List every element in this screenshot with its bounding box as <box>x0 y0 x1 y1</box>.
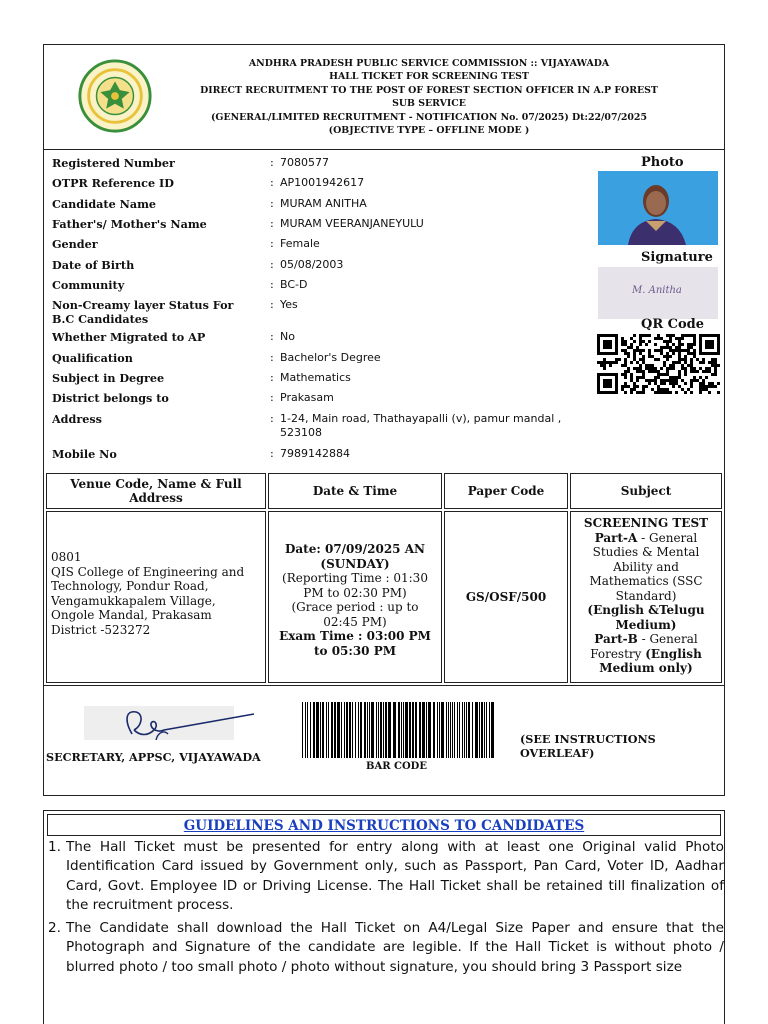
header-line: SUB SERVICE <box>392 98 466 110</box>
guidelines-list <box>48 838 724 981</box>
detail-label: Non-Creamy layer Status For B.C Candidates <box>52 298 234 326</box>
candidate-photo <box>598 171 718 245</box>
subject-header: Subject <box>570 473 722 509</box>
detail-value: No <box>280 330 295 343</box>
header-line: (GENERAL/LIMITED RECRUITMENT - NOTIFICATION No. 07/2025) Dt:22/07/2025 <box>211 111 647 123</box>
part-b <box>577 632 715 676</box>
detail-value: 1-24, Main road, Thathayapalli (v), pamur mandal , 523108 <box>280 412 562 439</box>
detail-label: Date of Birth <box>52 258 135 272</box>
detail-label: Subject in Degree <box>52 371 165 385</box>
header-line: (OBJECTIVE TYPE – OFFLINE MODE ) <box>328 125 530 137</box>
person-photo-icon <box>598 171 718 245</box>
guidelines-title-box <box>47 814 721 836</box>
detail-value: Female <box>280 237 320 250</box>
signature-text: M. Anitha <box>632 285 682 296</box>
detail-value: 05/08/2003 <box>280 258 344 271</box>
part-a-medium: (English &Telugu Medium) <box>587 603 705 632</box>
part-a <box>577 531 715 604</box>
reporting-time: (Reporting Time : 01:30 PM to 02:30 PM) <box>282 571 428 600</box>
candidate-signature <box>598 267 718 319</box>
header-line: DIRECT RECRUITMENT TO THE POST OF FOREST SECTION OFFICER IN A.P FOREST <box>200 84 658 96</box>
subject-title: SCREENING TEST <box>583 516 709 530</box>
detail-label: Mobile No <box>52 447 117 461</box>
signature-label: Signature <box>641 250 713 265</box>
secretary-signature-icon <box>84 700 264 746</box>
detail-label: Registered Number <box>52 156 175 170</box>
detail-label: Candidate Name <box>52 197 157 211</box>
part-b-text: - General Forestry <box>590 632 698 661</box>
item-number: 2. <box>48 920 61 937</box>
detail-value: Yes <box>280 298 298 311</box>
item-text: The Hall Ticket must be presented for entry along with at least one Original valid Photo Identification Card issued by Government only, such as Passport, Pan Card, Voter ID, Aadhar Card, Govt. Employee ID or Driving License. The Hall Ticket shall be retained till finalization of the recruitment process. <box>66 839 724 913</box>
datetime-cell <box>268 511 442 683</box>
detail-label: Address <box>52 412 102 426</box>
photo-label: Photo <box>641 155 684 170</box>
datetime-header: Date & Time <box>268 473 442 509</box>
qr-code-icon <box>597 334 720 394</box>
detail-label: District belongs to <box>52 391 169 405</box>
part-b-label: Part-B <box>594 632 638 646</box>
detail-value: MURAM VEERANJANEYULU <box>280 217 424 230</box>
detail-value: 7080577 <box>280 156 329 169</box>
grace-period: (Grace period : up to 02:45 PM) <box>291 600 419 629</box>
list-item <box>48 919 724 977</box>
detail-label: OTPR Reference ID <box>52 176 174 190</box>
detail-value: 7989142884 <box>280 447 350 460</box>
venue-address: QIS College of Engineering and Technology, Pondur Road, Vengamukkapalem Village, Ongole Mandal, Prakasam District -523272 <box>51 564 245 637</box>
hall-ticket <box>43 44 725 796</box>
exam-time: Exam Time : 03:00 PM to 05:30 PM <box>279 629 431 658</box>
paper-code-header: Paper Code <box>444 473 568 509</box>
venue-table <box>46 473 722 683</box>
venue-code: 0801 <box>51 550 82 564</box>
detail-value: BC-D <box>280 278 308 291</box>
guidelines-section <box>43 810 725 1024</box>
barcode-label: BAR CODE <box>366 761 427 772</box>
header-line: HALL TICKET FOR SCREENING TEST <box>329 71 529 83</box>
subject-cell <box>570 511 722 683</box>
part-a-label: Part-A <box>594 530 638 545</box>
detail-value: AP1001942617 <box>280 176 365 189</box>
detail-label: Whether Migrated to AP <box>52 330 206 344</box>
detail-value: Mathematics <box>280 371 351 384</box>
venue-cell <box>46 511 266 683</box>
part-b-medium: (English Medium only) <box>599 646 702 675</box>
exam-date: Date: 07/09/2025 AN (SUNDAY) <box>285 542 425 571</box>
list-item <box>48 838 724 915</box>
header-line: ANDHRA PRADESH PUBLIC SERVICE COMMISSION :: VIJAYAWADA <box>248 58 610 69</box>
detail-value: Prakasam <box>280 391 334 404</box>
guidelines-title[interactable]: GUIDELINES AND INSTRUCTIONS TO CANDIDATES <box>183 818 585 834</box>
ticket-header <box>44 45 724 150</box>
part-a-text: - General Studies & Mental Ability and Mathematics (SSC Standard) <box>589 530 703 603</box>
detail-label: Community <box>52 278 125 292</box>
secretary-label: SECRETARY, APPSC, VIJAYAWADA <box>46 750 261 764</box>
detail-label: Father's/ Mother's Name <box>52 217 207 231</box>
detail-label: Gender <box>52 237 98 251</box>
detail-label: Qualification <box>52 351 133 365</box>
qr-label: QR Code <box>641 317 705 332</box>
item-text: The Candidate shall download the Hall Ticket on A4/Legal Size Paper and ensure that the Photograph and Signature of the candidate are legible. If the Hall Ticket is without photo / blurred photo / too small photo / photo without signature, you should bring 3 Passport size <box>66 920 724 975</box>
paper-code-cell: GS/OSF/500 <box>444 511 568 683</box>
appsc-emblem-icon <box>76 57 154 135</box>
header-title-block <box>194 57 664 137</box>
barcode-icon <box>302 702 498 758</box>
venue-header: Venue Code, Name & Full Address <box>46 473 266 509</box>
detail-value: Bachelor's Degree <box>280 351 381 364</box>
item-number: 1. <box>48 839 61 855</box>
ticket-footer <box>44 685 724 796</box>
candidate-details: Registered Number : 7080577 OTPR Reference ID : AP1001942617 Candidate Name : MURAM ANITHA Father's/ Mother's Name : MURAM VEERANJANEYULU Gender : Female Date of Birth : 05/08/2003 Community : BC-D Non-Creamy layer Status For B.C Candidates : Yes Whether Migrated to AP : No Qualification : Bachelor's Degree Subject in Degree : Mathematics District belongs to : Prakasam Address : 1-24, Main road, Thathayapalli (v), pamur mandal , 523108 Mobile No : 7989142884 <box>44 149 724 469</box>
see-instructions: (SEE INSTRUCTIONS OVERLEAF) <box>520 732 656 760</box>
detail-value: MURAM ANITHA <box>280 197 367 210</box>
